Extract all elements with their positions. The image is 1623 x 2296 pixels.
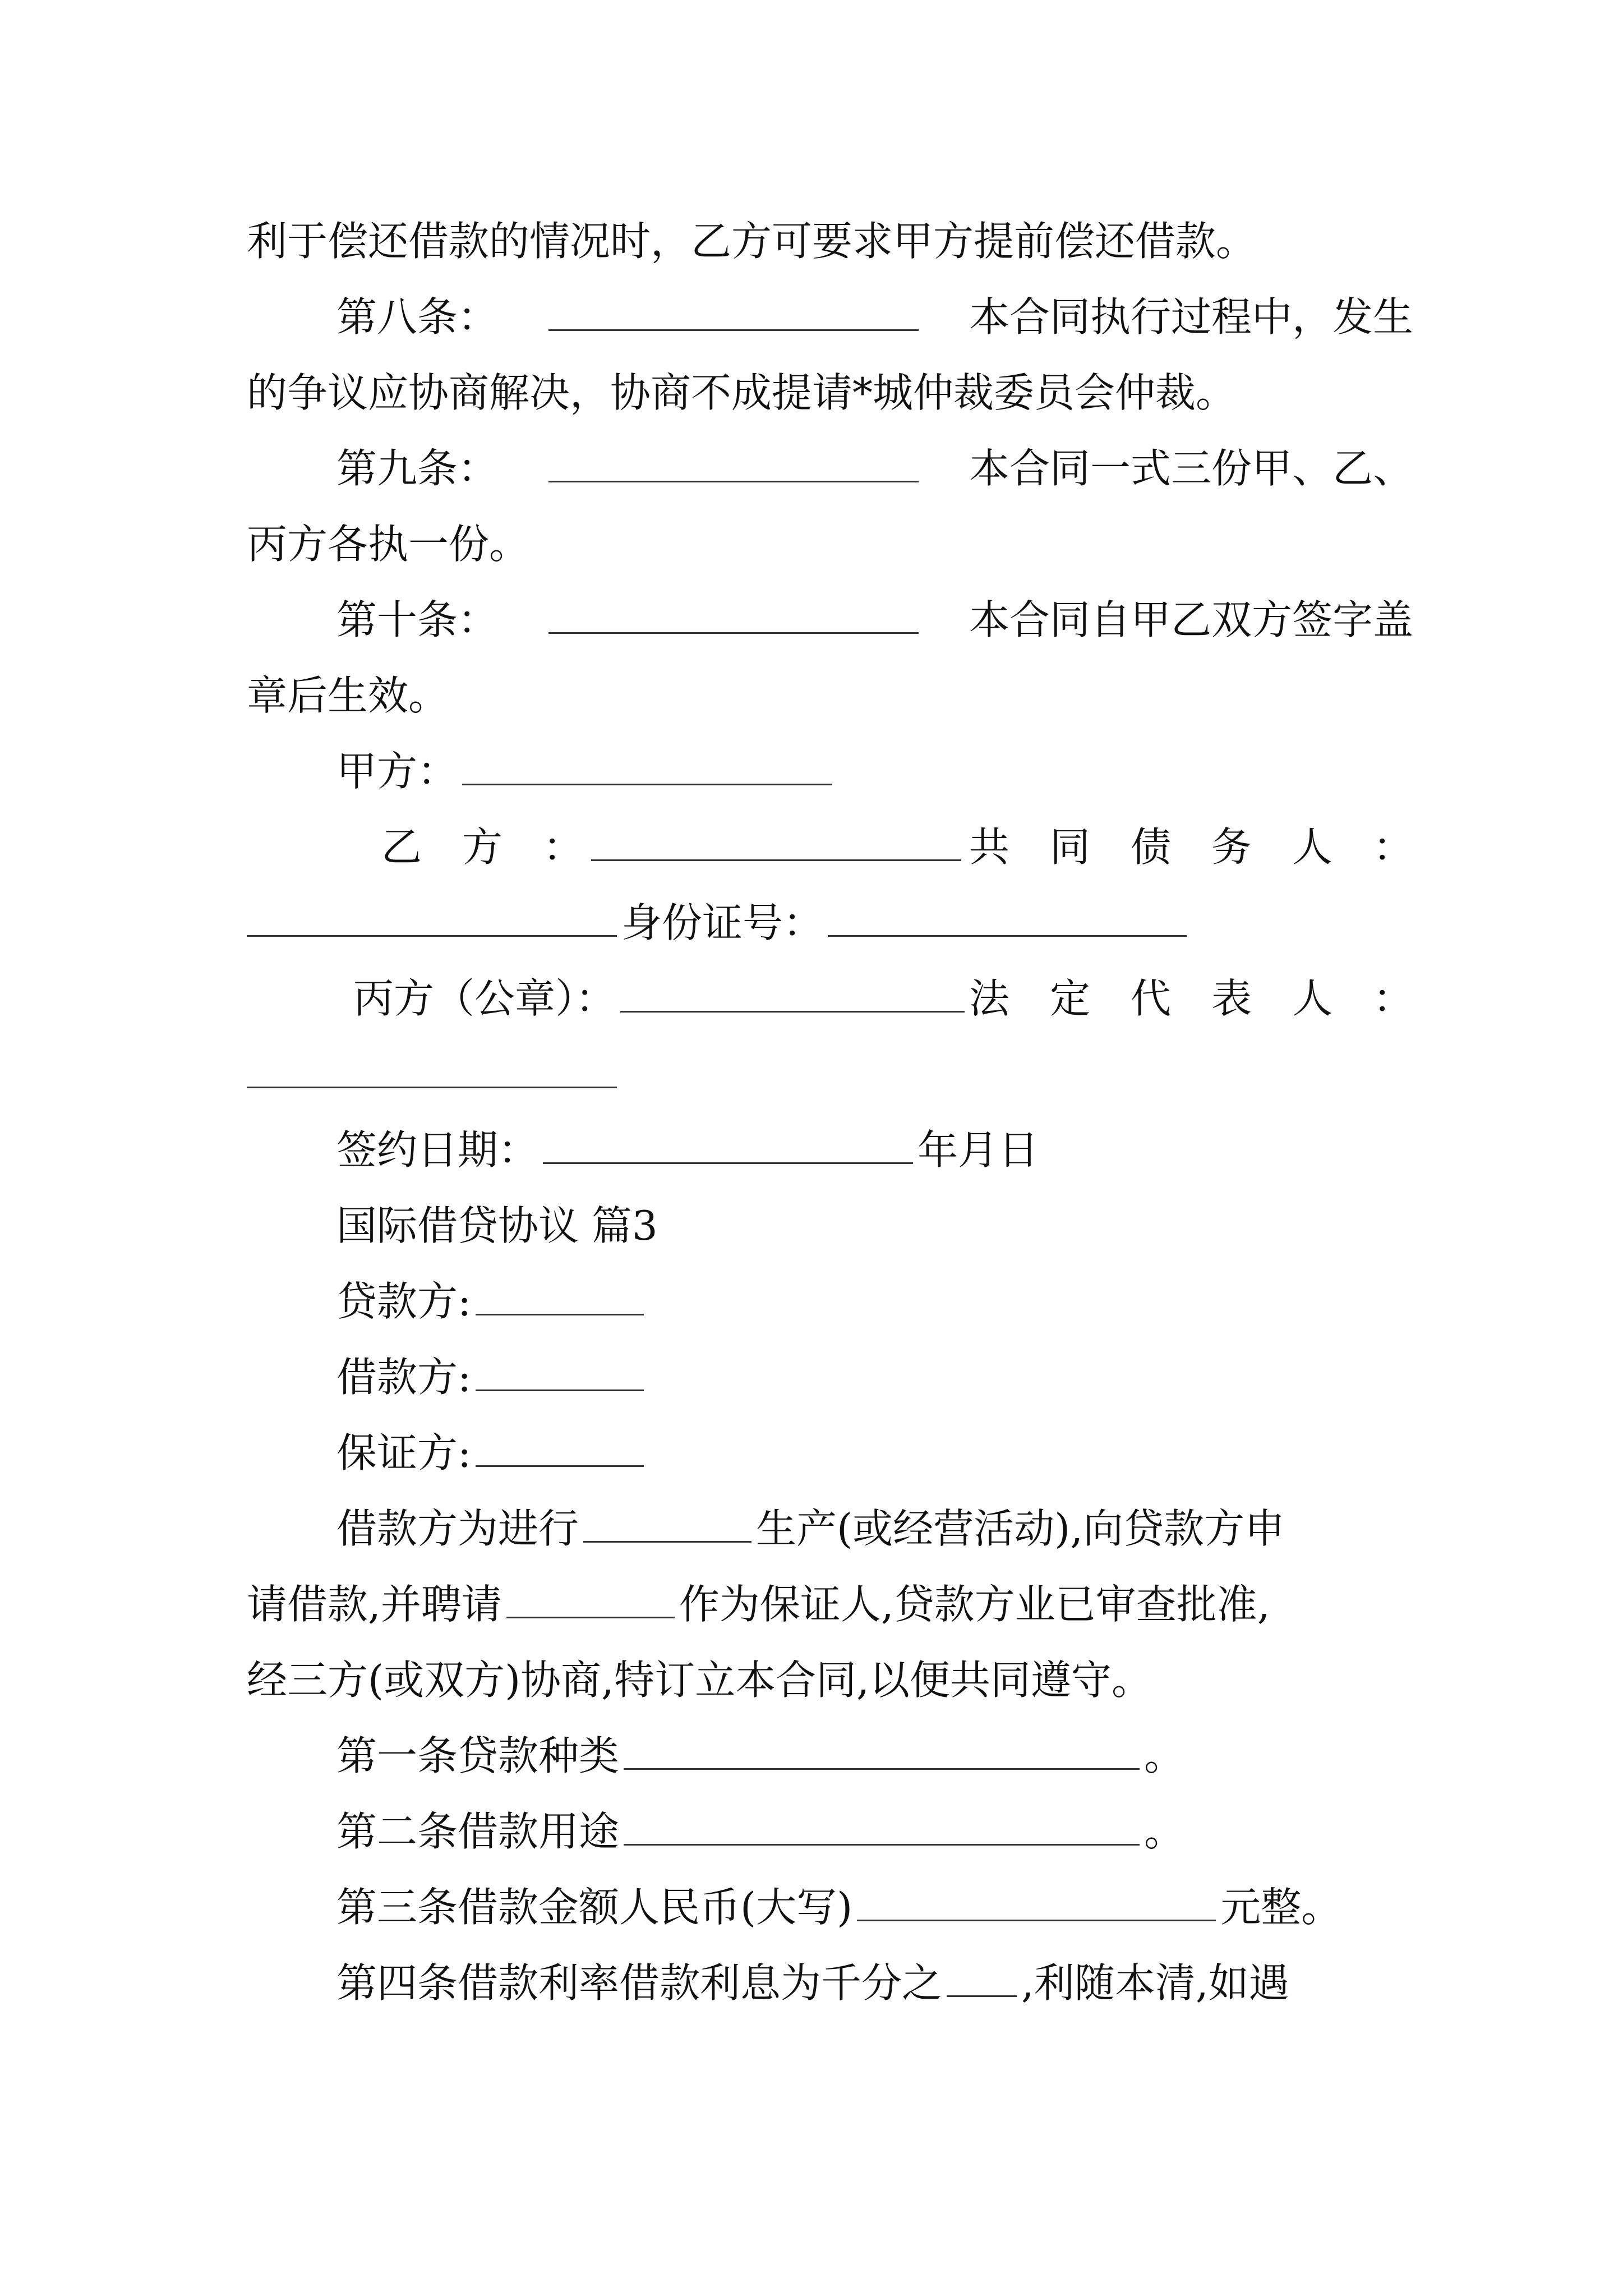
text-line	[247, 213, 1413, 269]
section-title-text: 国际借贷协议 篇3	[336, 1202, 658, 1249]
fill-blank	[476, 1274, 644, 1315]
guarantor-line	[336, 1425, 1413, 1481]
article-3-line	[336, 1879, 1413, 1935]
party-a-line	[336, 743, 1413, 799]
fill-blank	[548, 593, 919, 634]
id-number-line	[247, 895, 1413, 951]
paragraph-text: 经三方(或双方)协商,特订立本合同,以便共同遵守。	[247, 1657, 1152, 1704]
article-2-line	[336, 1803, 1413, 1860]
clause-label: 第八条：	[336, 293, 499, 341]
fill-blank	[624, 1729, 1140, 1770]
article-4-line	[336, 1955, 1413, 2011]
text-line	[247, 668, 1413, 724]
party-b-label: 乙 方 ：	[381, 823, 584, 871]
fill-blank	[828, 896, 1187, 937]
fill-blank	[624, 1805, 1140, 1846]
section-title	[336, 1198, 1413, 1254]
article-label: 第一条贷款种类	[336, 1732, 620, 1779]
lender-label: 贷款方:	[336, 1278, 472, 1325]
fill-blank	[462, 744, 832, 785]
fill-blank	[247, 1047, 617, 1088]
fill-blank	[591, 820, 961, 861]
id-number-label: 身份证号：	[621, 899, 824, 946]
fill-blank	[548, 441, 919, 482]
article-suffix: 元整。	[1220, 1884, 1342, 1931]
legal-rep-label: 法 定 代 表 人 ：	[969, 975, 1413, 1022]
text-line	[247, 1652, 1413, 1708]
clause-text: 本合同一式三份甲、乙、	[969, 445, 1413, 492]
co-debtor-label: 共 同 债 务 人 ：	[969, 823, 1413, 871]
fill-blank	[947, 1956, 1017, 1997]
borrower-line	[336, 1349, 1413, 1405]
fill-blank	[857, 1880, 1216, 1921]
paragraph-text: 请借款,并聘请	[247, 1581, 502, 1628]
fill-blank	[620, 972, 965, 1013]
article-label: 第三条借款金额人民币(大写)	[336, 1884, 853, 1931]
text-line	[247, 1576, 1413, 1632]
date-suffix: 年月日	[917, 1126, 1039, 1174]
fill-blank	[583, 1502, 751, 1543]
article-1-line	[336, 1728, 1413, 1784]
paragraph-text: 生产(或经营活动),向贷款方申	[756, 1505, 1285, 1552]
paragraph-text: 借款方为进行	[336, 1505, 579, 1552]
article-label: 第二条借款用途	[336, 1808, 620, 1855]
sign-date-label: 签约日期：	[336, 1126, 539, 1174]
borrower-label: 借款方:	[336, 1354, 472, 1401]
fill-blank	[247, 896, 617, 937]
party-a-label: 甲方：	[336, 748, 458, 795]
paragraph-text: 章后生效。	[247, 672, 449, 719]
text-line	[247, 365, 1413, 421]
article-suffix: 。	[1144, 1808, 1185, 1855]
article-text: ,利随本清,如遇	[1021, 1959, 1289, 2007]
party-c-line	[353, 970, 1413, 1027]
clause-label: 第十条：	[336, 596, 499, 643]
party-c-label: 丙方（公章）：	[353, 975, 616, 1022]
clause-label: 第九条：	[336, 445, 499, 492]
fill-blank	[548, 290, 919, 331]
paragraph-text: 利于偿还借款的情况时，乙方可要求甲方提前偿还借款。	[247, 218, 1257, 265]
fill-blank	[476, 1350, 644, 1391]
article-suffix: 。	[1144, 1732, 1185, 1779]
clause-10-line	[336, 592, 1413, 648]
text-line	[336, 1501, 1413, 1557]
clause-text: 本合同自甲乙双方签字盖	[969, 596, 1413, 643]
legal-rep-blank-line	[247, 1046, 1413, 1102]
fill-blank	[476, 1426, 644, 1467]
lender-line	[336, 1273, 1413, 1329]
clause-text: 本合同执行过程中，发生	[969, 293, 1413, 341]
text-line	[247, 516, 1413, 572]
paragraph-text: 的争议应协商解决，协商不成提请*城仲裁委员会仲裁。	[247, 369, 1237, 416]
clause-8-line	[336, 289, 1413, 345]
guarantor-label: 保证方:	[336, 1429, 472, 1476]
party-b-line	[381, 819, 1413, 875]
paragraph-text: 作为保证人,贷款方业已审查批准,	[679, 1581, 1270, 1628]
fill-blank	[543, 1123, 913, 1164]
paragraph-text: 丙方各执一份。	[247, 521, 530, 568]
sign-date-line	[336, 1122, 1413, 1178]
clause-9-line	[336, 440, 1413, 496]
article-label: 第四条借款利率借款利息为千分之	[336, 1959, 943, 2007]
fill-blank	[506, 1577, 675, 1618]
